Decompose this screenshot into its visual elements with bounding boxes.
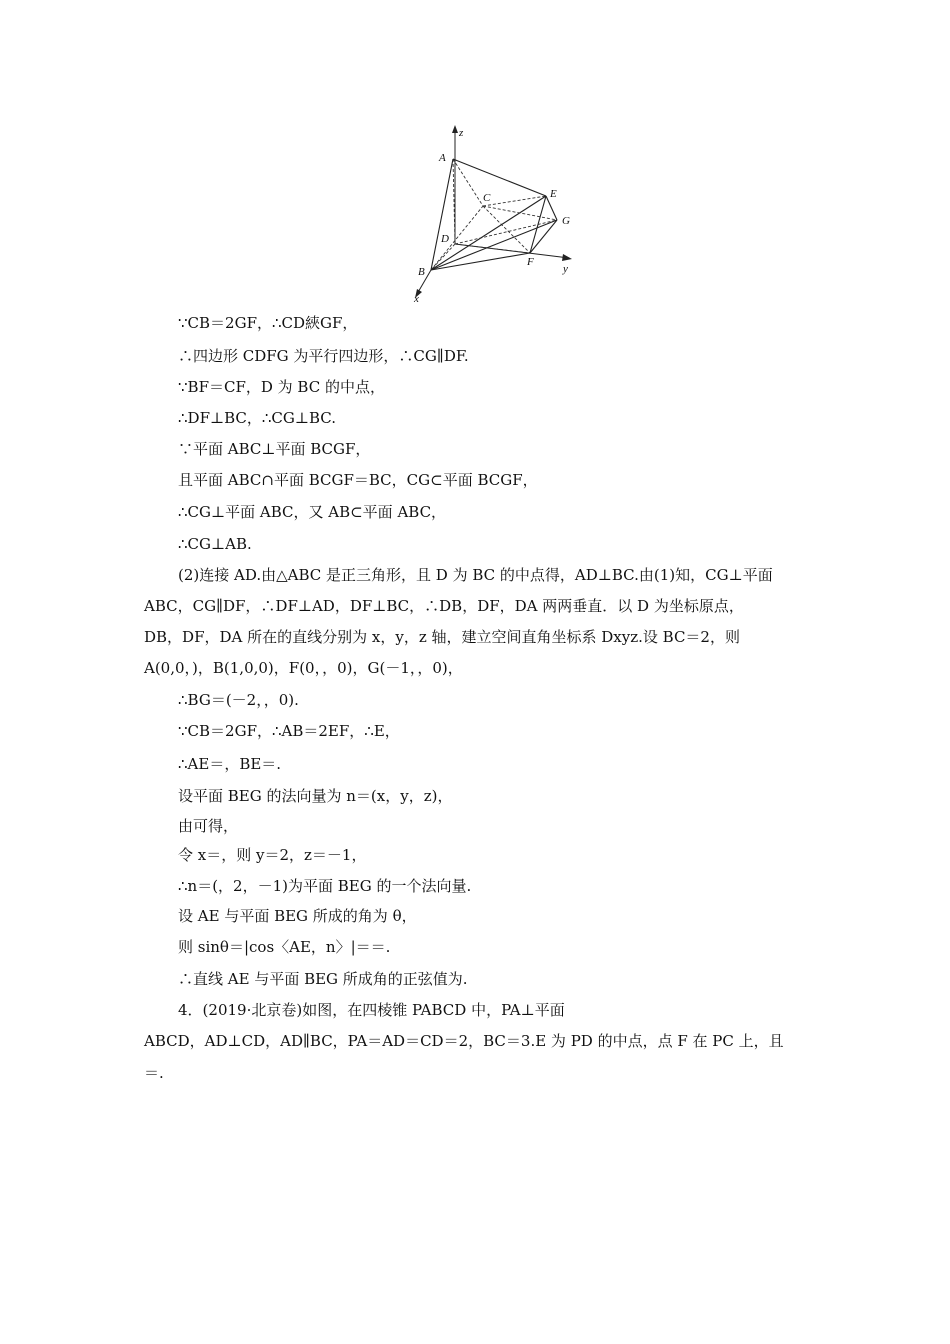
text-line-16: 设平面 BEG 的法向量为 n＝(x，y，z)，: [178, 787, 453, 805]
text-line-6: 且平面 ABC∩平面 BCGF＝BC，CG⊂平面 BCGF，: [178, 471, 538, 489]
text-line-13: ∴BG＝(－2，，0).: [178, 691, 299, 709]
text-line-1: ∵CB＝2GF，∴CD綊GF，: [178, 314, 358, 332]
text-line-23: 4．(2019·北京卷)如图，在四棱锥 PABCD 中，PA⊥平面: [178, 1001, 565, 1019]
text-line-11: DB，DF，DA 所在的直线分别为 x，y，z 轴，建立空间直角坐标系 Dxyz.设 BC＝2，则: [144, 628, 740, 646]
text-line-10: ABC，CG∥DF，∴DF⊥AD，DF⊥BC，∴DB，DF，DA 两两垂直．以 D 为坐标原点，: [144, 597, 744, 615]
y-axis-arrow: [562, 254, 572, 261]
text-line-22: ∴直线 AE 与平面 BEG 所成角的正弦值为.: [178, 970, 468, 988]
text-line-14: ∵CB＝2GF，∴AB＝2EF，∴E，: [178, 722, 400, 740]
text-line-5: ∵平面 ABC⊥平面 BCGF，: [178, 440, 371, 458]
text-line-8: ∴CG⊥AB.: [178, 535, 252, 553]
text-line-21: 则 sinθ＝|cos〈AE，n〉|＝＝.: [178, 938, 391, 956]
text-line-4: ∴DF⊥BC，∴CG⊥BC.: [178, 409, 336, 427]
label-b: B: [418, 266, 425, 278]
label-y: y: [563, 263, 568, 275]
text-line-9: (2)连接 AD.由△ABC 是正三角形，且 D 为 BC 的中点得，AD⊥BC.由(1)知，CG⊥平面: [178, 566, 773, 584]
text-line-3: ∵BF＝CF，D 为 BC 的中点，: [178, 378, 385, 396]
text-line-17: 由可得，: [178, 817, 239, 835]
z-axis-arrow: [452, 125, 458, 133]
label-x: x: [414, 293, 419, 304]
text-line-2: ∴四边形 CDFG 为平行四边形，∴CG∥DF.: [178, 347, 469, 365]
text-line-15: ∴AE＝，BE＝.: [178, 755, 282, 773]
label-f: F: [527, 256, 534, 268]
label-g: G: [562, 215, 570, 227]
text-line-25: ＝.: [144, 1064, 164, 1082]
text-line-19: ∴n＝(，2，－1)为平面 BEG 的一个法向量.: [178, 877, 472, 895]
label-c: C: [483, 192, 491, 204]
text-line-24: ABCD，AD⊥CD，AD∥BC，PA＝AD＝CD＝2，BC＝3.E 为 PD 的中点，点 F 在 PC 上，且: [144, 1032, 784, 1050]
label-a: A: [439, 152, 446, 164]
pyramid-diagram: [405, 122, 585, 304]
text-line-18: 令 x＝，则 y＝2，z＝－1，: [178, 846, 367, 864]
label-z: z: [459, 127, 464, 139]
geometry-figure: [405, 122, 585, 304]
text-line-12: A(0,0，)，B(1,0,0)，F(0，，0)，G(－1，，0)，: [144, 659, 463, 677]
label-e: E: [550, 188, 557, 200]
label-d: D: [441, 233, 449, 245]
text-line-7: ∴CG⊥平面 ABC，又 AB⊂平面 ABC，: [178, 503, 447, 521]
text-line-20: 设 AE 与平面 BEG 所成的角为 θ，: [178, 907, 417, 925]
visible-edges: [431, 159, 557, 270]
